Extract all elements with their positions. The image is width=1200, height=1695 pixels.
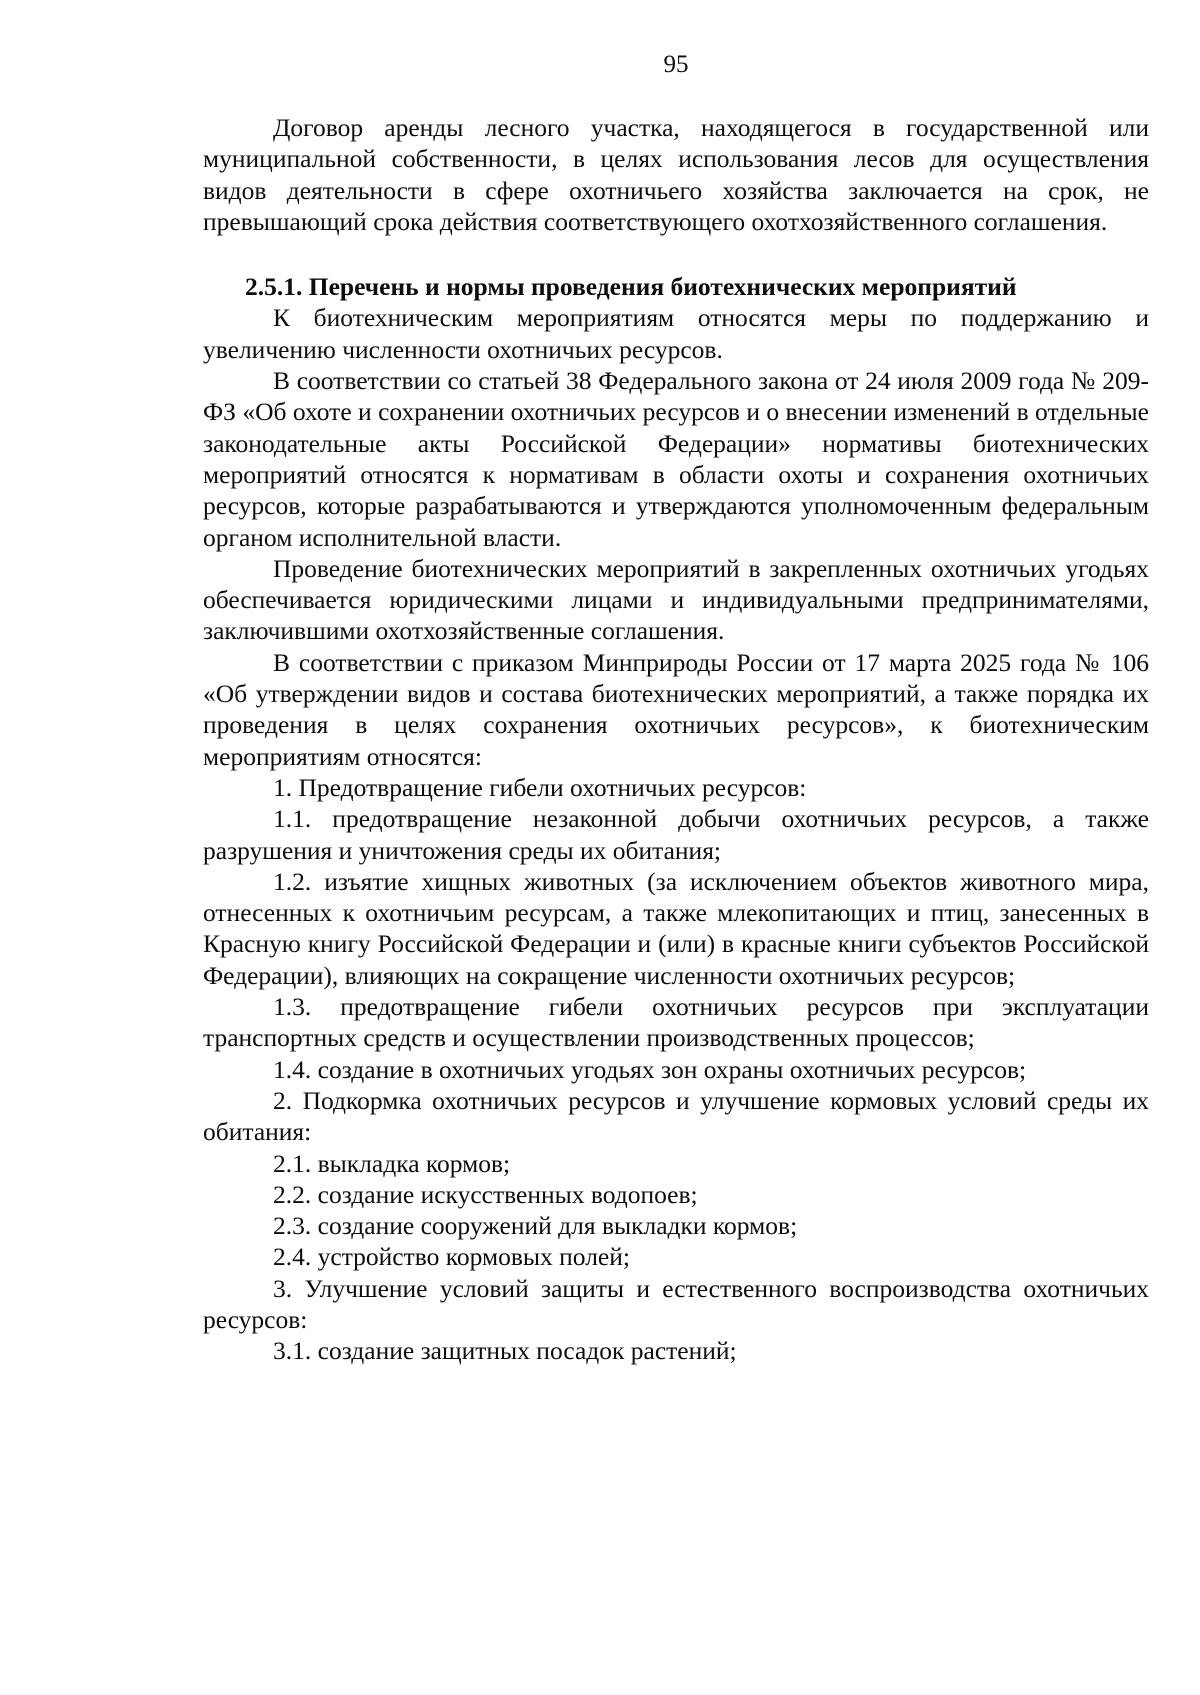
paragraph: Проведение биотехнических мероприятий в закрепленных охотничьих угодьях обеспечивается юридическими лицами и индивидуальными предпринимателями, заключившими охотхозяйственные соглашения. <box>203 553 1149 646</box>
section-spacer <box>203 237 1149 271</box>
paragraph: В соответствии со статьей 38 Федерального закона от 24 июля 2009 года № 209-ФЗ «Об охоте и сохранении охотничьих ресурсов и о внесении изменений в отдельные законодательные акты Российской Федерации» нормативы биотехнических мероприятий относятся к нормативам в области охоты и сохранения охотничьих ресурсов, которые разрабатываются и утверждаются уполномоченным федеральным органом исполнительной власти. <box>203 366 1149 552</box>
paragraph: К биотехническим мероприятиям относятся меры по поддержанию и увеличению численности охотничьих ресурсов. <box>203 303 1149 364</box>
list-item: 1.1. предотвращение незаконной добычи охотничьих ресурсов, а также разрушения и уничтожения среды их обитания; <box>203 804 1149 865</box>
list-item: 2.3. создание сооружений для выкладки кормов; <box>273 1211 798 1241</box>
page-number: 95 <box>663 51 689 78</box>
section-heading: 2.5.1. Перечень и нормы проведения биотехнических мероприятий <box>245 272 1017 302</box>
list-item: 2.4. устройство кормовых полей; <box>273 1242 630 1272</box>
list-item: 2. Подкормка охотничьих ресурсов и улучшение кормовых условий среды их обитания: <box>203 1085 1149 1147</box>
list-item: 2.2. создание искусственных водопоев; <box>273 1179 698 1209</box>
list-item: 1.4. создание в охотничьих угодьях зон охраны охотничьих ресурсов; <box>273 1054 1027 1084</box>
paragraph: В соответствии с приказом Минприроды России от 17 марта 2025 года № 106 «Об утверждении видов и состава биотехнических мероприятий, а также порядка их проведения в целях сохранения охотничьих ресурсов», к биотехническим мероприятиям относятся: <box>203 647 1149 771</box>
list-item: 3.1. создание защитных посадок растений; <box>273 1336 737 1366</box>
list-item: 3. Улучшение условий защиты и естественного воспроизводства охотничьих ресурсов: <box>203 1273 1149 1334</box>
list-item: 1.3. предотвращение гибели охотничьих ресурсов при эксплуатации транспортных средств и осуществлении производственных процессов; <box>203 992 1149 1053</box>
list-item: 1.2. изъятие хищных животных (за исключением объектов животного мира, отнесенных к охотничьим ресурсам, а также млекопитающих и птиц, занесенных в Красную книгу Российской Федерации и (или) в красные книги субъектов Российской Федерации), влияющих на сокращение численности охотничьих ресурсов; <box>203 866 1149 990</box>
list-item: 2.1. выкладка кормов; <box>273 1148 511 1178</box>
list-item: 1. Предотвращение гибели охотничьих ресурсов: <box>273 772 807 802</box>
intro-paragraph: Договор аренды лесного участка, находящегося в государственной или муниципальной собственности, в целях использования лесов для осуществления видов деятельности в сфере охотничьего хозяйства заключается на срок, не превышающий срока действия соответствующего охотхозяйственного соглашения. <box>203 113 1149 236</box>
document-page <box>203 50 1149 1367</box>
